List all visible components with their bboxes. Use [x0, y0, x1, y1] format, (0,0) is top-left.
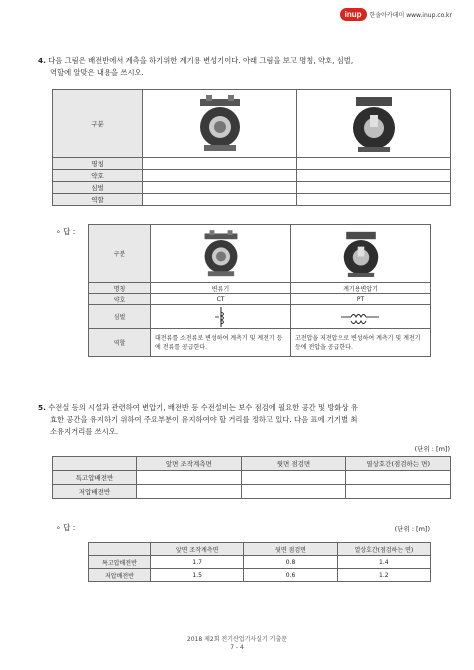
unit-label: (단위 : [m]) — [414, 445, 450, 453]
row-header: 약호 — [53, 170, 143, 182]
header-cell — [89, 543, 151, 556]
name-cell: 변류기 — [151, 283, 291, 294]
row-header: 명칭 — [53, 158, 143, 170]
header-cell: 뒷면 점검면 — [241, 457, 346, 471]
row-header: 특고압배전반 — [89, 556, 151, 569]
pt-symbol-icon — [341, 307, 381, 327]
answer-5-table — [88, 542, 431, 582]
ct-image — [143, 90, 297, 158]
ct-image — [151, 225, 291, 283]
name-cell: 계기용변압기 — [291, 283, 431, 294]
blank-cell[interactable] — [143, 170, 297, 182]
question-text-line: 역할에 알맞은 내용을 쓰시오. — [50, 68, 144, 77]
header-cell: 뒷면 점검면 — [244, 543, 337, 556]
current-transformer-icon — [192, 95, 248, 153]
blank-cell[interactable] — [241, 485, 346, 499]
value-cell: 1.2 — [337, 569, 430, 582]
abbr-cell: CT — [151, 294, 291, 305]
blank-cell[interactable] — [143, 158, 297, 170]
header-cell: 앞면 조작계측면 — [137, 457, 242, 471]
logo-text: 한솔아카데미 www.inup.co.kr — [369, 12, 452, 19]
unit-label: (단위 : [m]) — [394, 525, 430, 533]
role-cell: 대전류를 소전류로 변성하여 계측기 및 계전기 등에 전류를 공급한다. — [151, 329, 291, 357]
ct-symbol-icon — [206, 307, 236, 327]
blank-cell[interactable] — [137, 471, 242, 485]
question-4-table — [52, 89, 451, 206]
header-cell: 열상호간(점검하는 면) — [337, 543, 430, 556]
question-number: 4. — [38, 56, 46, 65]
value-cell: 1.7 — [151, 556, 244, 569]
blank-cell[interactable] — [297, 194, 451, 206]
blank-cell[interactable] — [297, 158, 451, 170]
question-text-line: 효한 공간을 유지하기 위하여 주요부분이 유지하여야 할 거리를 정하고 있다. 다음 표에 기기별 최 — [50, 415, 358, 424]
question-5-table — [52, 456, 451, 499]
footer-title: 2018 제2회 전기산업기사실기 기출문 — [186, 636, 288, 643]
question-text-line: 수전실 등의 시설과 관련하여 변압기, 배전반 등 수전설비는 보수 점검에 필요한 공간 및 방화상 유 — [48, 403, 358, 412]
blank-cell[interactable] — [143, 182, 297, 194]
row-header: 구분 — [89, 225, 151, 283]
header-cell — [53, 457, 137, 471]
row-header: 구분 — [53, 90, 143, 158]
row-header: 약호 — [89, 294, 151, 305]
row-header: 역할 — [89, 329, 151, 357]
pt-image — [291, 225, 431, 283]
potential-transformer-icon — [338, 230, 384, 278]
row-header: 저압배전반 — [53, 485, 137, 499]
blank-cell[interactable] — [143, 194, 297, 206]
question-text-line: 다음 그림은 배전반에서 계측을 하기위한 계기용 변성기이다. 아래 그림을 보고 명칭, 약호, 심벌, — [48, 56, 354, 65]
brand-logo — [340, 8, 452, 21]
blank-cell[interactable] — [346, 471, 451, 485]
blank-cell[interactable] — [297, 170, 451, 182]
logo-badge: inup — [340, 8, 367, 21]
page-number: 7 - 4 — [230, 644, 244, 651]
ct-symbol-cell — [151, 305, 291, 329]
row-header: 심벌 — [89, 305, 151, 329]
answer-label: ∘ 답 : — [56, 523, 76, 532]
question-text-line: 소유지거리를 쓰시오. — [50, 427, 119, 436]
abbr-cell: PT — [291, 294, 431, 305]
value-cell: 0.6 — [244, 569, 337, 582]
row-header: 심벌 — [53, 182, 143, 194]
current-transformer-icon — [198, 230, 244, 278]
value-cell: 1.5 — [151, 569, 244, 582]
blank-cell[interactable] — [297, 182, 451, 194]
potential-transformer-icon — [346, 95, 402, 153]
row-header: 역할 — [53, 194, 143, 206]
header-cell: 앞면 조작계측면 — [151, 543, 244, 556]
role-cell: 고전압을 저전압으로 변성하여 계측기 및 계전기 등에 전압을 공급한다. — [291, 329, 431, 357]
row-header: 저압배전반 — [89, 569, 151, 582]
question-5 — [38, 402, 458, 438]
answer-4-table — [88, 224, 431, 357]
pt-symbol-cell — [291, 305, 431, 329]
blank-cell[interactable] — [346, 485, 451, 499]
row-header: 명칭 — [89, 283, 151, 294]
blank-cell[interactable] — [241, 471, 346, 485]
blank-cell[interactable] — [137, 485, 242, 499]
value-cell: 0.8 — [244, 556, 337, 569]
header-cell: 열상호간(점검하는 면) — [346, 457, 451, 471]
value-cell: 1.4 — [337, 556, 430, 569]
question-4 — [38, 55, 458, 79]
row-header: 특고압배전반 — [53, 471, 137, 485]
pt-image — [297, 90, 451, 158]
question-number: 5. — [38, 403, 46, 412]
answer-label: ∘ 답 : — [56, 227, 76, 236]
